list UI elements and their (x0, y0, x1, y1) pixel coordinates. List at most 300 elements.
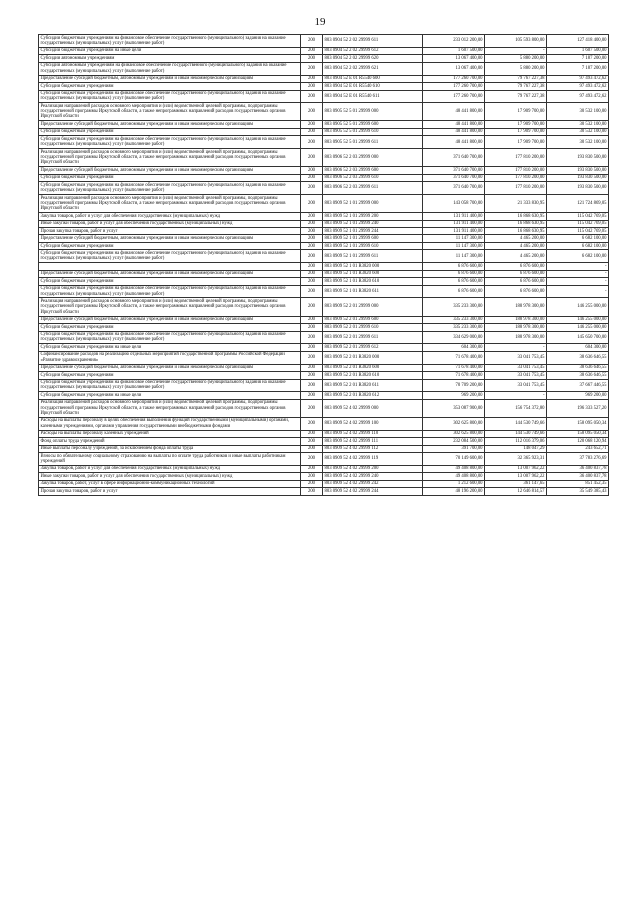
row-executed-amount-cell: 177 810 200,00 (485, 182, 547, 195)
row-budget-code-cell: 803 0909 52 1 01 R3820 610 (323, 278, 423, 285)
row-approved-amount-cell: 70 709 200,00 (423, 379, 485, 392)
row-budget-code-cell: 803 0904 52 Е 01 R5540 600 (323, 75, 423, 82)
row-admin-code-cell: 200 (301, 136, 323, 149)
table-row (39, 372, 609, 379)
row-approved-amount-cell: 371 640 700,00 (423, 167, 485, 174)
row-remaining-amount-cell: 35 549 385,43 (547, 488, 609, 495)
row-executed-amount-cell: 4 465 200,00 (485, 242, 547, 249)
row-executed-amount-cell: 17 909 700,00 (485, 103, 547, 121)
row-remaining-amount-cell: 37 783 276,69 (547, 453, 609, 466)
row-executed-amount-cell: 33 041 753,45 (485, 351, 547, 364)
row-name-cell: Иные выплаты персоналу учреждений, за исключением фонда оплаты труда (39, 445, 301, 452)
row-approved-amount-cell: 6 876 600,00 (423, 263, 485, 270)
row-remaining-amount-cell: 158 095 050,34 (547, 417, 609, 430)
table-row (39, 438, 609, 445)
row-remaining-amount-cell: 30 532 100,00 (547, 121, 609, 128)
row-admin-code-cell: 200 (301, 220, 323, 227)
row-name-cell: Реализация направлений расходов основного мероприятия и (или) ведомственной целевой программы, подпрограммы государственной программы Иркутской области, а также непрограммных направлений расходов государственных органов Иркутской области (39, 194, 301, 212)
row-budget-code-cell: 803 0909 52 4 02 29999 119 (323, 453, 423, 466)
row-executed-amount-cell: 105 593 800,00 (485, 35, 547, 48)
row-admin-code-cell: 200 (301, 194, 323, 212)
row-approved-amount-cell: 334 629 000,00 (423, 331, 485, 344)
row-remaining-amount-cell: 115 042 769,05 (547, 220, 609, 227)
row-executed-amount-cell: 112 016 379,06 (485, 438, 547, 445)
row-budget-code-cell: 803 0909 52 1 01 R3820 611 (323, 285, 423, 298)
row-approved-amount-cell: 13 067 400,00 (423, 55, 485, 62)
row-executed-amount-cell: 188 978 300,00 (485, 331, 547, 344)
row-executed-amount-cell: 148 047,29 (485, 445, 547, 452)
row-budget-code-cell: 803 0909 52 2 01 R3820 600 (323, 364, 423, 371)
row-name-cell: Субсидии автономным учреждениям на финансовое обеспечение государственного (муниципального) задания на оказание государственных (муниципальных) услуг (выполнение работ) (39, 62, 301, 75)
row-admin-code-cell: 200 (301, 480, 323, 487)
row-budget-code-cell: 803 0909 52 2 01 R3820 000 (323, 351, 423, 364)
table-row (39, 55, 609, 62)
table-row (39, 392, 609, 399)
row-name-cell: Реализация направлений расходов основного мероприятия и (или) ведомственной целевой программы, подпрограммы государственной программы Иркутской области, а также непрограммных направлений расходов государственных органов Иркутской области (39, 298, 301, 316)
table-row (39, 417, 609, 430)
row-admin-code-cell: 200 (301, 128, 323, 135)
row-remaining-amount-cell: 1 607 500,00 (547, 47, 609, 54)
row-remaining-amount-cell: 193 830 500,00 (547, 182, 609, 195)
row-budget-code-cell: 803 0909 52 2 01 R3820 611 (323, 379, 423, 392)
row-approved-amount-cell: 48 441 800,00 (423, 128, 485, 135)
row-budget-code-cell: 803 0909 52 1 01 R3820 600 (323, 270, 423, 277)
row-executed-amount-cell: 79 767 227,38 (485, 83, 547, 90)
row-admin-code-cell: 200 (301, 399, 323, 417)
row-admin-code-cell: 200 (301, 379, 323, 392)
row-name-cell: Расходы на выплаты персоналу казенных учреждений (39, 430, 301, 437)
row-remaining-amount-cell: 115 042 769,05 (547, 227, 609, 234)
row-approved-amount-cell: 11 147 300,00 (423, 250, 485, 263)
row-admin-code-cell: 200 (301, 227, 323, 234)
row-executed-amount-cell: 6 876 600,00 (485, 285, 547, 298)
row-budget-code-cell: 803 0904 52 2 02 29999 612 (323, 47, 423, 54)
table-row (39, 316, 609, 323)
row-budget-code-cell: 803 0909 52 2 01 29999 000 (323, 298, 423, 316)
row-name-cell: Иные закупки товаров, работ и услуг для обеспечения государственных (муниципальных) нужд (39, 220, 301, 227)
row-approved-amount-cell: 177 260 700,00 (423, 90, 485, 103)
budget-table-body (39, 35, 609, 496)
row-name-cell: Фонд оплаты труда учреждений (39, 438, 301, 445)
table-row (39, 263, 609, 270)
row-admin-code-cell: 200 (301, 235, 323, 242)
row-budget-code-cell: 803 0909 52 4 02 29999 111 (323, 438, 423, 445)
row-name-cell: Субсидии бюджетным учреждениям на финансовое обеспечение государственного (муниципального) задания на оказание государственных (муниципальных) услуг (выполнение работ) (39, 90, 301, 103)
row-name-cell: Реализация направлений расходов основного мероприятия и (или) ведомственной целевой программы, подпрограммы государственной программы Иркутской области, а также непрограммных направлений расходов государственных органов Иркутской области (39, 149, 301, 167)
row-name-cell: Закупка товаров, работ и услуг для обеспечения государственных (муниципальных) нужд (39, 465, 301, 472)
row-approved-amount-cell: 11 147 300,00 (423, 242, 485, 249)
row-approved-amount-cell: 1 607 500,00 (423, 47, 485, 54)
row-budget-code-cell: 803 0904 52 2 02 29999 620 (323, 55, 423, 62)
row-name-cell: Реализация направлений расходов основного мероприятия и (или) ведомственной целевой программы, подпрограммы государственной программы Иркутской области, а также непрограммных направлений расходов государственных органов Иркутской области (39, 399, 301, 417)
row-name-cell: Субсидии бюджетным учреждениям на финансовое обеспечение государственного (муниципального) задания на оказание государственных (муниципальных) услуг (выполнение работ) (39, 379, 301, 392)
row-remaining-amount-cell: 851 452,35 (547, 480, 609, 487)
table-row (39, 351, 609, 364)
row-budget-code-cell: 803 0909 52 2 01 29999 610 (323, 324, 423, 331)
row-budget-code-cell: 803 0909 52 4 02 29999 244 (323, 488, 423, 495)
table-row (39, 213, 609, 220)
row-budget-code-cell: 803 0905 52 5 01 29999 600 (323, 121, 423, 128)
row-remaining-amount-cell: 7 187 200,00 (547, 62, 609, 75)
row-admin-code-cell: 200 (301, 250, 323, 263)
row-remaining-amount-cell: - (547, 285, 609, 298)
row-remaining-amount-cell: 146 255 000,00 (547, 316, 609, 323)
row-name-cell: Субсидии бюджетным учреждениям на финансовое обеспечение государственного (муниципального) задания на оказание государственных (муниципальных) услуг (выполнение работ) (39, 285, 301, 298)
row-remaining-amount-cell: 36 400 837,78 (547, 465, 609, 472)
table-row (39, 194, 609, 212)
row-admin-code-cell: 200 (301, 167, 323, 174)
table-row (39, 90, 609, 103)
row-admin-code-cell: 200 (301, 149, 323, 167)
row-budget-code-cell: 803 0906 52 2 03 29999 600 (323, 167, 423, 174)
row-executed-amount-cell: 17 909 700,00 (485, 136, 547, 149)
row-remaining-amount-cell: 120 068 120,94 (547, 438, 609, 445)
row-remaining-amount-cell: 6 682 100,00 (547, 235, 609, 242)
table-row (39, 480, 609, 487)
row-budget-code-cell: 803 0909 52 4 02 29999 110 (323, 430, 423, 437)
row-executed-amount-cell: 144 530 749,66 (485, 430, 547, 437)
row-name-cell: Предоставление субсидий бюджетным, автономным учреждениям и иным некоммерческим организациям (39, 364, 301, 371)
row-executed-amount-cell: 5 880 200,00 (485, 62, 547, 75)
row-approved-amount-cell: 177 260 700,00 (423, 75, 485, 82)
row-admin-code-cell: 200 (301, 35, 323, 48)
row-executed-amount-cell: 4 465 200,00 (485, 250, 547, 263)
row-admin-code-cell: 200 (301, 242, 323, 249)
row-name-cell: Субсидии бюджетным учреждениям на иные цели (39, 344, 301, 351)
row-name-cell: Субсидии бюджетным учреждениям (39, 242, 301, 249)
row-remaining-amount-cell: 38 636 646,55 (547, 351, 609, 364)
row-approved-amount-cell: 1 212 600,00 (423, 480, 485, 487)
row-name-cell: Субсидии бюджетным учреждениям на финансовое обеспечение государственного (муниципального) задания на оказание государственных (муниципальных) услуг (выполнение работ) (39, 35, 301, 48)
table-row (39, 121, 609, 128)
row-budget-code-cell: 803 0909 52 1 01 29999 240 (323, 220, 423, 227)
row-name-cell: Субсидии бюджетным учреждениям (39, 372, 301, 379)
table-row (39, 344, 609, 351)
row-name-cell: Прочая закупка товаров, работ и услуг (39, 227, 301, 234)
row-admin-code-cell: 200 (301, 453, 323, 466)
row-budget-code-cell: 803 0905 52 5 01 29999 000 (323, 103, 423, 121)
row-name-cell: Закупка товаров, работ, услуг в сфере информационно-коммуникационных технологий (39, 480, 301, 487)
row-executed-amount-cell: 33 041 753,45 (485, 379, 547, 392)
row-name-cell: Субсидии бюджетным учреждениям на финансовое обеспечение государственного (муниципального) задания на оказание государственных (муниципальных) услуг (выполнение работ) (39, 182, 301, 195)
table-row (39, 364, 609, 371)
row-remaining-amount-cell: 6 682 100,00 (547, 242, 609, 249)
table-row (39, 47, 609, 54)
row-approved-amount-cell: 131 911 400,00 (423, 213, 485, 220)
row-admin-code-cell: 200 (301, 55, 323, 62)
row-executed-amount-cell: - (485, 392, 547, 399)
row-admin-code-cell: 200 (301, 62, 323, 75)
row-budget-code-cell: 803 0906 52 2 03 29999 611 (323, 182, 423, 195)
row-approved-amount-cell: 48 441 800,00 (423, 136, 485, 149)
page-number: 19 (314, 16, 326, 28)
table-row (39, 227, 609, 234)
row-executed-amount-cell: 177 810 200,00 (485, 167, 547, 174)
row-name-cell: Расходы на выплаты персоналу в целях обеспечения выполнения функций государственными (муниципальными) органами, казенными учреждениями, органами управления государственными внебюджетными фондами (39, 417, 301, 430)
row-approved-amount-cell: 232 084 500,00 (423, 438, 485, 445)
row-approved-amount-cell: 177 260 700,00 (423, 83, 485, 90)
row-name-cell: Реализация направлений расходов основного мероприятия и (или) ведомственной целевой программы, подпрограммы государственной программы Иркутской области, а также непрограммных направлений расходов государственных органов Иркутской области (39, 103, 301, 121)
row-admin-code-cell: 200 (301, 438, 323, 445)
row-approved-amount-cell: 6 876 600,00 (423, 285, 485, 298)
row-name-cell: Субсидии бюджетным учреждениям (39, 128, 301, 135)
row-executed-amount-cell: 5 880 200,00 (485, 55, 547, 62)
table-row (39, 473, 609, 480)
row-remaining-amount-cell: - (547, 278, 609, 285)
table-row (39, 399, 609, 417)
row-budget-code-cell: 803 0909 52 1 01 R3820 000 (323, 263, 423, 270)
row-budget-code-cell: 803 0909 52 4 02 29999 100 (323, 417, 423, 430)
table-row (39, 278, 609, 285)
row-approved-amount-cell: 335 233 300,00 (423, 324, 485, 331)
row-budget-code-cell: 803 0909 52 1 01 29999 000 (323, 194, 423, 212)
row-approved-amount-cell: 371 640 700,00 (423, 174, 485, 181)
row-executed-amount-cell: 6 876 600,00 (485, 278, 547, 285)
row-remaining-amount-cell: 604 300,00 (547, 344, 609, 351)
row-remaining-amount-cell: 127 418 400,00 (547, 35, 609, 48)
row-name-cell: Предоставление субсидий бюджетным, автономным учреждениям и иным некоммерческим организациям (39, 270, 301, 277)
row-executed-amount-cell: 79 767 227,38 (485, 75, 547, 82)
row-approved-amount-cell: 233 012 200,00 (423, 35, 485, 48)
table-row (39, 445, 609, 452)
row-approved-amount-cell: 70 149 600,00 (423, 453, 485, 466)
row-remaining-amount-cell: - (547, 270, 609, 277)
row-budget-code-cell: 803 0909 52 2 01 29999 611 (323, 331, 423, 344)
row-admin-code-cell: 200 (301, 344, 323, 351)
row-admin-code-cell: 200 (301, 285, 323, 298)
row-budget-code-cell: 803 0909 52 1 01 29999 611 (323, 250, 423, 263)
row-remaining-amount-cell: 193 830 500,00 (547, 149, 609, 167)
row-executed-amount-cell: 144 530 749,66 (485, 417, 547, 430)
row-name-cell: Предоставление субсидий бюджетным, автономным учреждениям и иным некоммерческим организациям (39, 75, 301, 82)
row-executed-amount-cell: 12 646 814,57 (485, 488, 547, 495)
row-admin-code-cell: 200 (301, 182, 323, 195)
row-name-cell: Субсидии бюджетным учреждениям (39, 278, 301, 285)
row-admin-code-cell: 200 (301, 331, 323, 344)
row-executed-amount-cell: 16 868 630,95 (485, 227, 547, 234)
row-remaining-amount-cell: - (547, 263, 609, 270)
row-name-cell: Субсидии бюджетным учреждениям на финансовое обеспечение государственного (муниципального) задания на оказание государственных (муниципальных) услуг (выполнение работ) (39, 250, 301, 263)
row-name-cell: Предоставление субсидий бюджетным, автономным учреждениям и иным некоммерческим организациям (39, 167, 301, 174)
row-budget-code-cell: 803 0909 52 4 02 29999 000 (323, 399, 423, 417)
row-remaining-amount-cell: 38 636 646,55 (547, 364, 609, 371)
row-remaining-amount-cell: 193 830 500,00 (547, 167, 609, 174)
row-remaining-amount-cell: 145 650 700,00 (547, 331, 609, 344)
table-row (39, 35, 609, 48)
row-admin-code-cell: 200 (301, 278, 323, 285)
row-admin-code-cell: 200 (301, 47, 323, 54)
row-executed-amount-cell: 32 365 923,31 (485, 453, 547, 466)
row-remaining-amount-cell: 30 532 100,00 (547, 103, 609, 121)
table-row (39, 270, 609, 277)
row-remaining-amount-cell: 146 255 000,00 (547, 324, 609, 331)
row-approved-amount-cell: 48 196 200,00 (423, 488, 485, 495)
row-executed-amount-cell: 17 909 700,00 (485, 128, 547, 135)
row-remaining-amount-cell: 6 682 100,00 (547, 250, 609, 263)
row-admin-code-cell: 200 (301, 372, 323, 379)
row-budget-code-cell: 803 0904 52 Е 01 R5540 611 (323, 90, 423, 103)
row-budget-code-cell: 803 0909 52 1 01 29999 610 (323, 242, 423, 249)
row-budget-code-cell: 803 0909 52 4 02 29999 240 (323, 473, 423, 480)
row-name-cell: Субсидии автономным учреждениям (39, 55, 301, 62)
row-budget-code-cell: 803 0905 52 5 01 29999 610 (323, 128, 423, 135)
row-name-cell: Закупка товаров, работ и услуг для обеспечения государственных (муниципальных) нужд (39, 213, 301, 220)
row-approved-amount-cell: 48 441 800,00 (423, 121, 485, 128)
row-remaining-amount-cell: 30 532 100,00 (547, 136, 609, 149)
row-approved-amount-cell: 48 441 800,00 (423, 103, 485, 121)
row-approved-amount-cell: 143 058 700,00 (423, 194, 485, 212)
table-row (39, 298, 609, 316)
row-name-cell: Субсидии бюджетным учреждениям на финансовое обеспечение государственного (муниципального) задания на оказание государственных (муниципальных) услуг (выполнение работ) (39, 136, 301, 149)
row-approved-amount-cell: 6 876 600,00 (423, 270, 485, 277)
table-row (39, 103, 609, 121)
row-executed-amount-cell: 79 767 227,38 (485, 90, 547, 103)
table-row (39, 149, 609, 167)
row-budget-code-cell: 803 0909 52 2 01 29999 600 (323, 316, 423, 323)
row-approved-amount-cell: 13 067 400,00 (423, 62, 485, 75)
row-approved-amount-cell: 604 300,00 (423, 344, 485, 351)
table-row (39, 331, 609, 344)
row-remaining-amount-cell: 193 830 500,00 (547, 174, 609, 181)
row-admin-code-cell: 200 (301, 83, 323, 90)
row-budget-code-cell: 803 0906 52 2 03 29999 000 (323, 149, 423, 167)
row-remaining-amount-cell: 97 493 472,62 (547, 90, 609, 103)
row-admin-code-cell: 200 (301, 324, 323, 331)
row-approved-amount-cell: 131 911 400,00 (423, 220, 485, 227)
row-budget-code-cell: 803 0905 52 5 01 29999 611 (323, 136, 423, 149)
row-approved-amount-cell: 335 233 300,00 (423, 316, 485, 323)
row-executed-amount-cell: 188 978 300,00 (485, 324, 547, 331)
row-name-cell: Иные закупки товаров, работ и услуг для обеспечения государственных (муниципальных) нужд (39, 473, 301, 480)
row-approved-amount-cell: 71 678 400,00 (423, 364, 485, 371)
table-row (39, 430, 609, 437)
row-approved-amount-cell: 969 200,00 (423, 392, 485, 399)
row-executed-amount-cell: 188 978 300,00 (485, 316, 547, 323)
row-budget-code-cell: 803 0909 52 2 01 R3820 610 (323, 372, 423, 379)
row-remaining-amount-cell: 196 333 527,20 (547, 399, 609, 417)
row-executed-amount-cell: 188 978 300,00 (485, 298, 547, 316)
row-approved-amount-cell: 49 408 800,00 (423, 473, 485, 480)
row-executed-amount-cell: - (485, 47, 547, 54)
row-admin-code-cell: 200 (301, 121, 323, 128)
row-executed-amount-cell: 177 810 200,00 (485, 174, 547, 181)
row-remaining-amount-cell: 97 493 472,62 (547, 83, 609, 90)
row-executed-amount-cell: 361 147,65 (485, 480, 547, 487)
row-remaining-amount-cell: 969 200,00 (547, 392, 609, 399)
row-admin-code-cell: 200 (301, 298, 323, 316)
row-admin-code-cell: 200 (301, 174, 323, 181)
row-remaining-amount-cell: 38 636 646,55 (547, 372, 609, 379)
row-admin-code-cell: 200 (301, 270, 323, 277)
row-budget-code-cell: 803 0909 52 2 01 R3820 612 (323, 392, 423, 399)
row-remaining-amount-cell: 97 493 472,62 (547, 75, 609, 82)
row-name-cell: Предоставление субсидий бюджетным, автономным учреждениям и иным некоммерческим организациям (39, 235, 301, 242)
row-remaining-amount-cell: 158 095 050,34 (547, 430, 609, 437)
row-approved-amount-cell: 11 147 300,00 (423, 235, 485, 242)
row-approved-amount-cell: 6 876 600,00 (423, 278, 485, 285)
row-remaining-amount-cell: 7 187 200,00 (547, 55, 609, 62)
row-name-cell: Субсидии бюджетным учреждениям (39, 83, 301, 90)
row-approved-amount-cell: 302 625 800,00 (423, 417, 485, 430)
row-name-cell: Субсидии бюджетным учреждениям (39, 174, 301, 181)
row-admin-code-cell: 200 (301, 316, 323, 323)
row-budget-code-cell: 803 0904 52 2 02 29999 621 (323, 62, 423, 75)
row-name-cell: Прочая закупка товаров, работ и услуг (39, 488, 301, 495)
row-budget-code-cell: 803 0909 52 4 02 29999 242 (323, 480, 423, 487)
row-admin-code-cell: 200 (301, 263, 323, 270)
row-executed-amount-cell: 16 868 630,95 (485, 220, 547, 227)
row-name-cell: Субсидии бюджетным учреждениям на иные цели (39, 47, 301, 54)
row-executed-amount-cell: 21 333 830,95 (485, 194, 547, 212)
row-admin-code-cell: 200 (301, 445, 323, 452)
table-row (39, 235, 609, 242)
row-executed-amount-cell: - (485, 344, 547, 351)
row-budget-code-cell: 803 0904 52 2 02 29999 611 (323, 35, 423, 48)
table-row (39, 453, 609, 466)
row-budget-code-cell: 803 0909 52 4 02 29999 112 (323, 445, 423, 452)
table-row (39, 324, 609, 331)
row-name-cell: Субсидии бюджетным учреждениям на иные цели (39, 392, 301, 399)
row-budget-code-cell: 803 0906 52 2 03 29999 610 (323, 174, 423, 181)
row-remaining-amount-cell: 36 400 837,78 (547, 473, 609, 480)
row-approved-amount-cell: 131 911 400,00 (423, 227, 485, 234)
row-approved-amount-cell: 302 625 800,00 (423, 430, 485, 437)
row-admin-code-cell: 200 (301, 364, 323, 371)
table-row (39, 285, 609, 298)
row-name-cell: Субсидии бюджетным учреждениям на финансовое обеспечение государственного (муниципального) задания на оказание государственных (муниципальных) услуг (выполнение работ) (39, 331, 301, 344)
row-admin-code-cell: 200 (301, 351, 323, 364)
row-name-cell: Предоставление субсидий бюджетным, автономным учреждениям и иным некоммерческим организациям (39, 121, 301, 128)
row-executed-amount-cell: 177 810 200,00 (485, 149, 547, 167)
row-approved-amount-cell: 71 678 400,00 (423, 351, 485, 364)
row-approved-amount-cell: 353 087 900,00 (423, 399, 485, 417)
row-admin-code-cell: 200 (301, 488, 323, 495)
row-approved-amount-cell: 371 640 700,00 (423, 149, 485, 167)
table-row (39, 167, 609, 174)
row-executed-amount-cell: 33 041 753,45 (485, 364, 547, 371)
row-executed-amount-cell: 4 465 200,00 (485, 235, 547, 242)
table-row (39, 250, 609, 263)
table-row (39, 174, 609, 181)
row-executed-amount-cell: 16 868 630,95 (485, 213, 547, 220)
row-approved-amount-cell: 335 233 300,00 (423, 298, 485, 316)
row-approved-amount-cell: 371 640 700,00 (423, 182, 485, 195)
row-admin-code-cell: 200 (301, 465, 323, 472)
row-executed-amount-cell: 6 876 600,00 (485, 270, 547, 277)
row-approved-amount-cell: 391 700,00 (423, 445, 485, 452)
row-admin-code-cell: 200 (301, 90, 323, 103)
row-budget-code-cell: 803 0904 52 Е 01 R5540 610 (323, 83, 423, 90)
row-executed-amount-cell: 13 007 962,22 (485, 473, 547, 480)
row-name-cell: Софинансирование расходов на реализацию отдельных мероприятий государственной программы Российской Федерации «Развитие здравоохранения» (39, 351, 301, 364)
table-row (39, 488, 609, 495)
table-row (39, 75, 609, 82)
row-budget-code-cell: 803 0909 52 1 01 29999 600 (323, 235, 423, 242)
row-admin-code-cell: 200 (301, 75, 323, 82)
row-budget-code-cell: 803 0909 52 1 01 29999 200 (323, 213, 423, 220)
row-approved-amount-cell: 71 678 400,00 (423, 372, 485, 379)
row-remaining-amount-cell: 121 724 869,05 (547, 194, 609, 212)
row-name-cell (39, 263, 301, 270)
row-admin-code-cell: 200 (301, 473, 323, 480)
row-budget-code-cell: 803 0909 52 2 01 29999 612 (323, 344, 423, 351)
row-admin-code-cell: 200 (301, 430, 323, 437)
table-row (39, 379, 609, 392)
row-remaining-amount-cell: 30 532 100,00 (547, 128, 609, 135)
row-remaining-amount-cell: 146 255 000,00 (547, 298, 609, 316)
table-row (39, 220, 609, 227)
row-admin-code-cell: 200 (301, 213, 323, 220)
